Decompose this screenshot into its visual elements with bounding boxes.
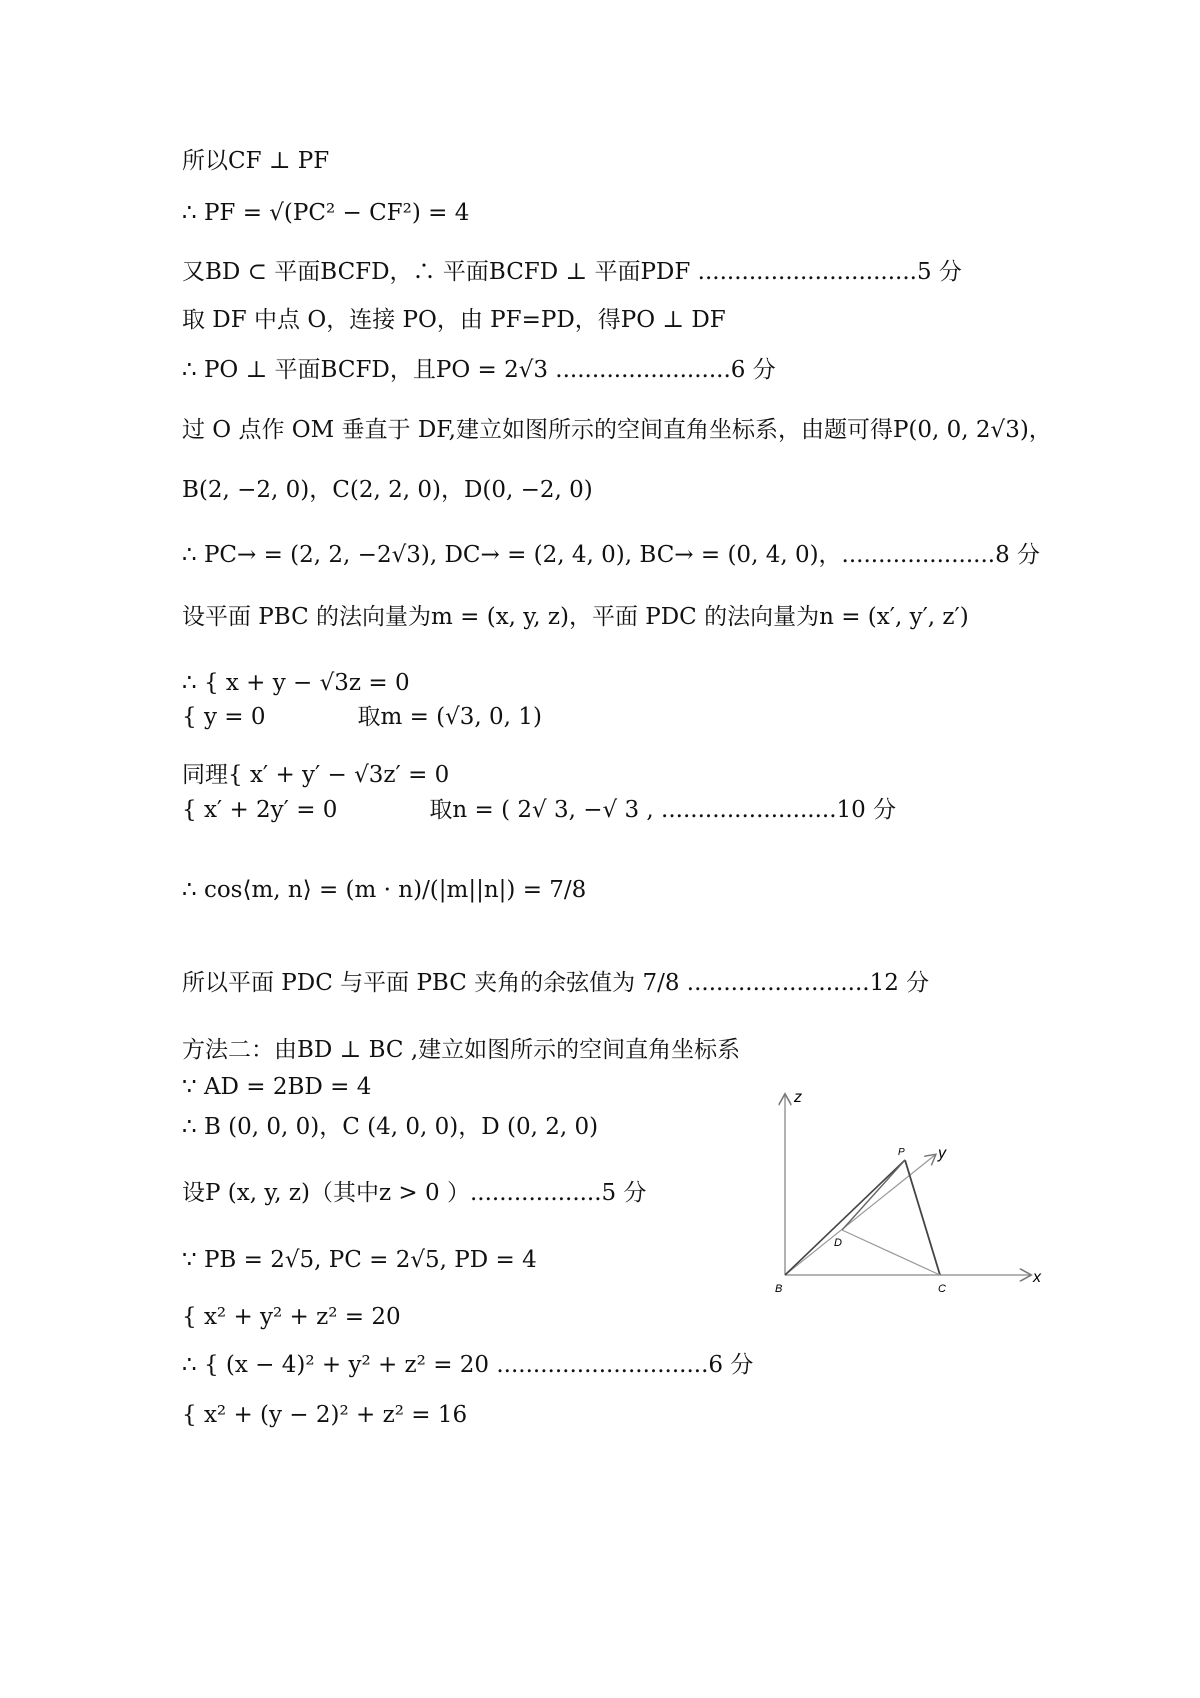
line-19a: { x² + y² + z² = 20 <box>182 1304 401 1330</box>
label-p: P <box>898 1147 905 1158</box>
line-16: ∴ B (0, 0, 0)，C (4, 0, 0)，D (0, 2, 0) <box>182 1114 599 1140</box>
figure-svg <box>770 1080 1060 1295</box>
line-18: ∵ PB = 2√5, PC = 2√5, PD = 4 <box>182 1247 537 1273</box>
coordinate-figure <box>770 1080 1060 1295</box>
line-2: ∴ PF = √(PC² − CF²) = 4 <box>182 200 470 226</box>
line-3: 又BD ⊂ 平面BCFD，∴ 平面BCFD ⊥ 平面PDF ..............................5 分 <box>182 259 962 285</box>
line-19b: ∴ { (x − 4)² + y² + z² = 20 .............................6 分 <box>182 1352 754 1378</box>
label-x: x <box>1033 1269 1041 1286</box>
line-1: 所以CF ⊥ PF <box>182 148 330 174</box>
line-11a: 同理{ x′ + y′ − √3z′ = 0 <box>182 762 450 788</box>
line-8: ∴ PC→ = (2, 2, −2√3), DC→ = (2, 4, 0), BC→ = (0, 4, 0)，.....................8 分 <box>182 542 1041 568</box>
line-17: 设P (x, y, z)（其中z > 0 ）..................5 分 <box>182 1180 647 1206</box>
line-15: ∵ AD = 2BD = 4 <box>182 1074 372 1100</box>
line-10b: { y = 0 取m = (√3, 0, 1) <box>182 704 542 730</box>
label-b: B <box>775 1283 783 1295</box>
edge-pb <box>785 1160 905 1275</box>
line-6: 过 O 点作 OM 垂直于 DF,建立如图所示的空间直角坐标系，由题可得P(0, 0, 2√3)， <box>182 417 1052 443</box>
line-9: 设平面 PBC 的法向量为m = (x, y, z)，平面 PDC 的法向量为n = (x′, y′, z′) <box>182 604 969 630</box>
label-z: z <box>794 1089 802 1106</box>
label-d: D <box>834 1237 842 1249</box>
line-12: ∴ cos⟨m, n⟩ = (m · n)/(|m||n|) = 7/8 <box>182 877 587 903</box>
line-19c: { x² + (y − 2)² + z² = 16 <box>182 1402 468 1428</box>
line-11b: { x′ + 2y′ = 0 取n = ( 2√ 3, −√ 3 , ........................10 分 <box>182 797 897 823</box>
label-c: C <box>938 1283 946 1295</box>
edge-pd <box>842 1160 905 1230</box>
edge-dc <box>842 1230 940 1275</box>
label-y: y <box>938 1145 946 1162</box>
line-14: 方法二：由BD ⊥ BC ,建立如图所示的空间直角坐标系 <box>182 1037 741 1063</box>
line-13: 所以平面 PDC 与平面 PBC 夹角的余弦值为 7/8 .........................12 分 <box>182 970 930 996</box>
line-4: 取 DF 中点 O，连接 PO，由 PF=PD，得PO ⊥ DF <box>182 307 726 333</box>
y-axis <box>785 1155 935 1275</box>
line-5: ∴ PO ⊥ 平面BCFD，且PO = 2√3 ........................6 分 <box>182 357 776 383</box>
line-10a: ∴ { x + y − √3z = 0 <box>182 670 410 696</box>
line-7: B(2, −2, 0)，C(2, 2, 0)，D(0, −2, 0) <box>182 477 593 503</box>
edge-pc <box>905 1160 940 1275</box>
